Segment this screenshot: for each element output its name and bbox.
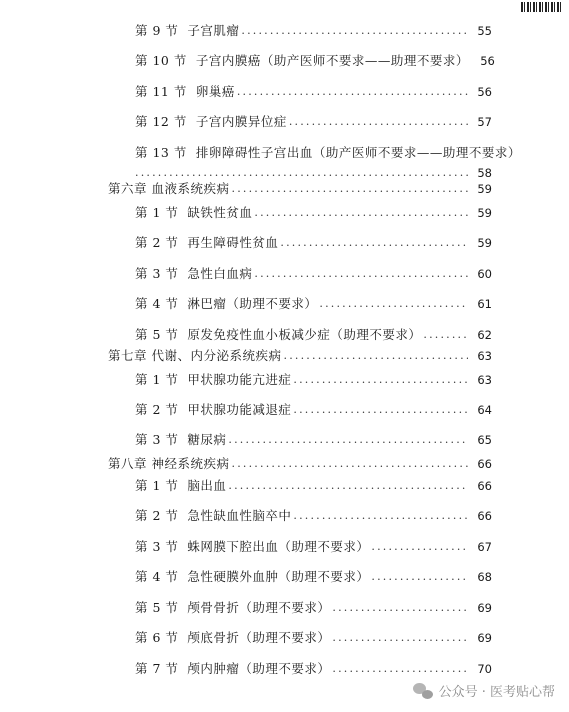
toc-entry-label: 第 6 节 颅底骨折（助理不要求） [135,630,331,645]
page-number: 62 [477,328,492,342]
toc-entry-label: 第 13 节 排卵障碍性子宫出血（助产医师不要求——助理不要求） [135,145,521,160]
leader-dots [284,346,468,366]
leader-dots [232,179,468,199]
page-number: 60 [477,267,492,281]
leader-dots [280,233,468,253]
page-number: 63 [477,373,492,387]
leader-dots [254,264,468,284]
page-number: 69 [477,601,492,615]
toc-entry[interactable] [135,51,495,71]
toc-entry[interactable] [135,82,492,102]
watermark [413,681,555,700]
toc-entry-label: 第 5 节 颅骨骨折（助理不要求） [135,600,331,615]
leader-dots [228,476,468,496]
toc-entry-label: 第 3 节 急性白血病 [135,266,253,281]
toc-entry[interactable] [135,506,492,526]
page-number: 59 [477,206,492,220]
toc-entry[interactable] [135,233,492,253]
toc-entry[interactable] [135,400,492,420]
toc-chapter-label: 第六章 血液系统疾病 [108,181,230,196]
page-number: 68 [477,570,492,584]
toc-entry-label: 第 2 节 甲状腺功能减退症 [135,402,292,417]
page-number: 65 [477,433,492,447]
page-number: 59 [477,236,492,250]
page-number: 66 [477,509,492,523]
page-number: 66 [477,457,492,471]
toc-entry-label: 第 7 节 颅内肿瘤（助理不要求） [135,661,331,676]
leader-dots [237,82,468,102]
page-number: 55 [477,24,492,38]
toc-entry-label: 第 3 节 蛛网膜下腔出血（助理不要求） [135,539,370,554]
toc-chapter-label: 第八章 神经系统疾病 [108,456,230,471]
toc-entry[interactable] [135,143,521,163]
page-number: 70 [477,662,492,676]
toc-chapter[interactable] [108,346,492,366]
leader-dots [232,454,468,474]
leader-dots [228,430,468,450]
page-number: 66 [477,479,492,493]
toc-entry-label: 第 1 节 甲状腺功能亢进症 [135,372,292,387]
toc-entry[interactable] [135,112,492,132]
toc-chapter[interactable] [108,179,492,199]
leader-dots [332,659,468,679]
toc-entry[interactable] [135,264,492,284]
toc-entry[interactable] [135,628,492,648]
toc-entry-label: 第 10 节 子宫内膜癌（助产医师不要求——助理不要求） [135,53,469,68]
page-number: 58 [477,166,492,180]
toc-entry[interactable] [135,430,492,450]
page-number: 61 [477,297,492,311]
qr-code-fragment [521,2,563,12]
watermark-text: 公众号 · 医考贴心帮 [438,685,555,700]
toc-entry-label: 第 1 节 脑出血 [135,478,227,493]
page-number: 59 [477,182,492,196]
leader-dots [423,325,468,345]
toc-entry[interactable] [135,567,492,587]
toc-entry-label: 第 1 节 缺铁性贫血 [135,205,253,220]
toc-entry-label: 第 12 节 子宫内膜异位症 [135,114,287,129]
leader-dots [293,506,468,526]
leader-dots [293,400,468,420]
leader-dots [289,112,468,132]
leader-dots [332,628,468,648]
toc-entry[interactable] [135,537,492,557]
toc-entry[interactable] [135,476,492,496]
leader-dots [241,21,468,41]
toc-entry-label: 第 5 节 原发免疫性血小板减少症（助理不要求） [135,327,422,342]
leader-dots [319,294,468,314]
toc-entry-label: 第 4 节 急性硬膜外血肿（助理不要求） [135,569,370,584]
leader-dots [254,203,468,223]
toc-entry[interactable] [135,203,492,223]
toc-entry[interactable] [135,370,492,390]
page-number: 69 [477,631,492,645]
wechat-icon [413,683,433,699]
toc-entry-label: 第 11 节 卵巢癌 [135,84,235,99]
page-number: 56 [477,85,492,99]
leader-dots [371,567,468,587]
page-number: 64 [477,403,492,417]
toc-entry[interactable] [135,21,492,41]
page-number: 56 [480,54,495,68]
page-number: 57 [477,115,492,129]
leader-dots [293,370,468,390]
toc-chapter-label: 第七章 代谢、内分泌系统疾病 [108,348,282,363]
toc-entry[interactable] [135,294,492,314]
toc-entry[interactable] [135,659,492,679]
toc-entry-label: 第 2 节 再生障碍性贫血 [135,235,279,250]
toc-chapter[interactable] [108,454,492,474]
toc-entry-label: 第 9 节 子宫肌瘤 [135,23,240,38]
toc-entry-label: 第 2 节 急性缺血性脑卒中 [135,508,292,523]
page-number: 63 [477,349,492,363]
toc-entry[interactable] [135,598,492,618]
page-number: 67 [477,540,492,554]
toc-entry-label: 第 3 节 糖尿病 [135,432,227,447]
toc-entry[interactable] [135,325,492,345]
leader-dots [332,598,468,618]
toc-entry-label: 第 4 节 淋巴瘤（助理不要求） [135,296,318,311]
leader-dots [371,537,468,557]
